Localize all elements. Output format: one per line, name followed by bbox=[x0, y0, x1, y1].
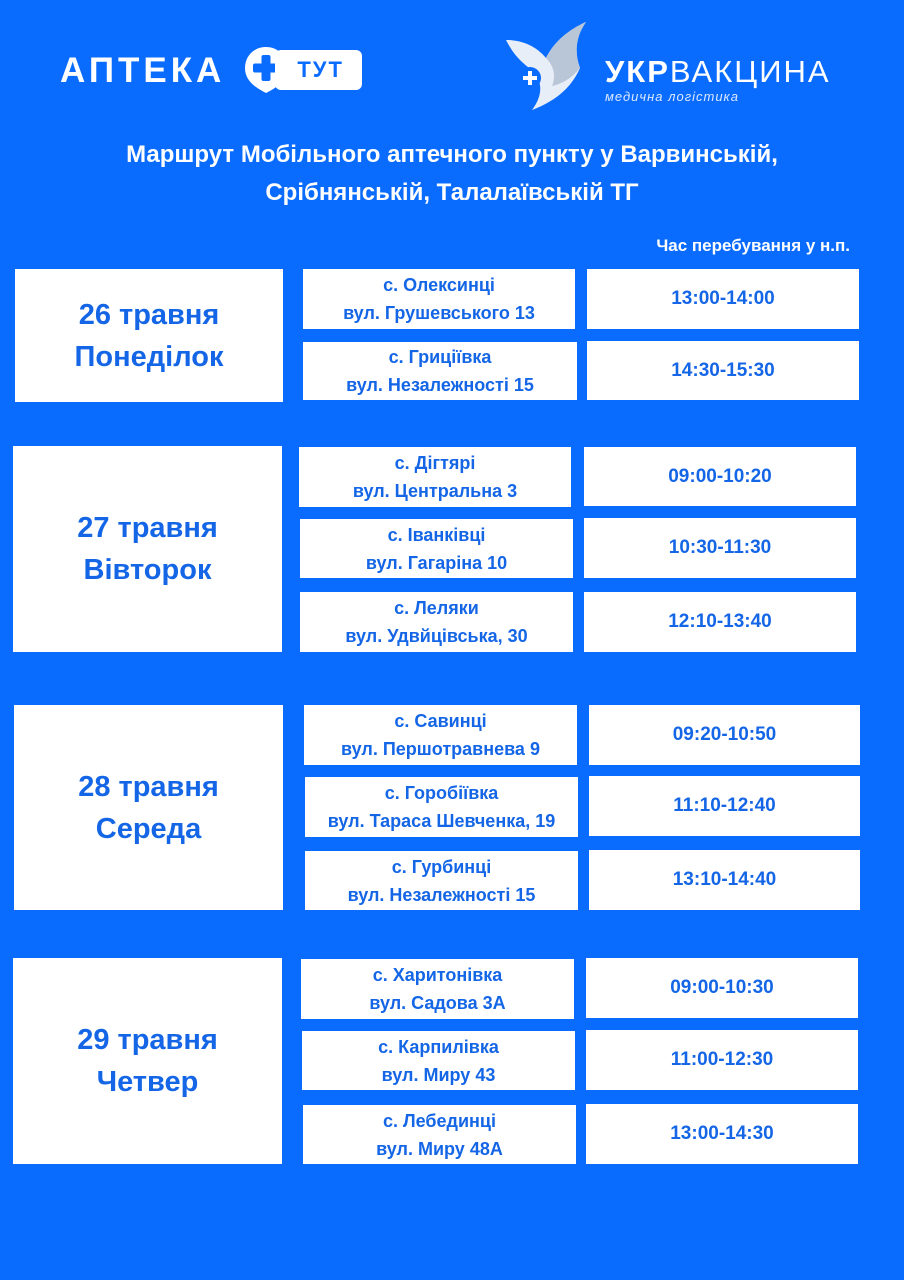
stop-time: 09:20-10:50 bbox=[672, 724, 777, 745]
day-card bbox=[13, 958, 282, 1164]
stop-time-card bbox=[584, 518, 856, 578]
stop-time-card bbox=[589, 850, 860, 910]
stop-time: 14:30-15:30 bbox=[671, 359, 775, 381]
stop-street: вул. Грушевського 13 bbox=[343, 303, 535, 323]
stop-street: вул. Тараса Шевченка, 19 bbox=[327, 811, 556, 831]
title-line-2: Срібнянській, Талалаївській ТГ bbox=[265, 179, 639, 206]
stop-time-card bbox=[589, 776, 860, 836]
stop-street: вул. Садова 3А bbox=[369, 993, 506, 1013]
page-title bbox=[40, 136, 864, 212]
stop-time-card bbox=[587, 341, 859, 400]
stop-place-card bbox=[302, 1031, 575, 1090]
stop-time: 10:30-11:30 bbox=[668, 537, 772, 558]
stop-village: с. Горобіївка bbox=[384, 783, 499, 803]
day-weekday: Вівторок bbox=[83, 554, 212, 586]
stop-time-card bbox=[587, 269, 859, 329]
day-card bbox=[13, 446, 282, 652]
stop-street: вул. Миру 48А bbox=[376, 1138, 503, 1159]
stop-time: 13:00-14:30 bbox=[670, 1123, 774, 1144]
stop-time-card bbox=[589, 705, 860, 765]
day-card bbox=[15, 269, 283, 402]
stop-place-card bbox=[301, 959, 574, 1019]
dove-cross-icon bbox=[502, 22, 592, 112]
ukrvakcyna-word-bold: УКР bbox=[605, 54, 670, 89]
stop-village: с. Харитонівка bbox=[372, 965, 503, 985]
stop-time: 12:10-13:40 bbox=[668, 611, 772, 632]
stop-village: с. Дігтярі bbox=[394, 453, 476, 473]
stop-time: 11:10-12:40 bbox=[673, 795, 776, 816]
apteka-logo-tut: ТУТ bbox=[275, 50, 362, 90]
day-card bbox=[14, 705, 283, 910]
stop-street: вул. Першотравнева 9 bbox=[341, 739, 540, 759]
day-weekday: Середа bbox=[95, 812, 202, 845]
stop-time: 13:00-14:00 bbox=[671, 288, 775, 309]
ukrvakcyna-tagline: медична логістика bbox=[605, 89, 739, 104]
day-date: 28 травня bbox=[78, 770, 219, 803]
stop-village: с. Карпилівка bbox=[378, 1036, 499, 1057]
ukrvakcyna-logo bbox=[502, 22, 852, 112]
stop-time-card bbox=[586, 958, 858, 1018]
stop-village: с. Олексинці bbox=[383, 275, 495, 295]
stop-place-card bbox=[300, 519, 573, 578]
day-weekday: Понеділок bbox=[74, 340, 224, 373]
stop-time: 09:00-10:20 bbox=[668, 465, 772, 487]
stop-place-card bbox=[303, 342, 577, 400]
stop-street: вул. Центральна 3 bbox=[352, 481, 518, 501]
stop-time-card bbox=[584, 447, 856, 506]
stop-time: 09:00-10:30 bbox=[670, 977, 774, 998]
stop-place-card bbox=[305, 851, 578, 910]
day-date: 26 травня bbox=[78, 298, 220, 331]
stop-village: с. Гурбинці bbox=[391, 856, 492, 877]
stop-village: с. Савинці bbox=[394, 711, 487, 731]
stop-street: вул. Миру 43 bbox=[381, 1064, 496, 1085]
stop-place-card bbox=[299, 447, 571, 507]
day-date: 27 травня bbox=[77, 512, 218, 544]
stop-time-card bbox=[586, 1104, 858, 1164]
stop-place-card bbox=[304, 705, 577, 765]
stop-place-card bbox=[305, 777, 578, 837]
day-date: 29 травня bbox=[77, 1024, 218, 1056]
stop-time-card bbox=[586, 1030, 858, 1090]
stop-street: вул. Незалежності 15 bbox=[347, 884, 536, 905]
ukrvakcyna-word-light: ВАКЦИНА bbox=[669, 54, 831, 89]
stop-village: с. Іванківці bbox=[387, 524, 486, 545]
apteka-tut-logo bbox=[60, 48, 362, 92]
stop-street: вул. Гагаріна 10 bbox=[365, 552, 508, 573]
apteka-logo-word: АПТЕКА bbox=[60, 50, 226, 90]
stop-time: 13:10-14:40 bbox=[672, 869, 777, 890]
stop-time: 11:00-12:30 bbox=[670, 1049, 774, 1070]
stop-street: вул. Удвйцівська, 30 bbox=[345, 626, 528, 646]
stop-village: с. Леляки bbox=[394, 598, 479, 618]
stop-place-card bbox=[300, 592, 573, 652]
day-weekday: Четвер bbox=[96, 1066, 199, 1098]
stop-place-card bbox=[303, 1105, 576, 1164]
stop-village: с. Лебединці bbox=[383, 1110, 496, 1131]
stop-time-card bbox=[584, 592, 856, 652]
ukrvakcyna-wordmark bbox=[605, 56, 831, 87]
title-line-1: Маршрут Мобільного аптечного пункту у Варвинській, bbox=[126, 141, 778, 168]
stop-street: вул. Незалежності 15 bbox=[346, 375, 534, 395]
stop-place-card bbox=[303, 269, 575, 329]
time-column-header: Час перебування у н.п. bbox=[656, 236, 850, 255]
stop-village: с. Гриціївка bbox=[388, 347, 492, 367]
